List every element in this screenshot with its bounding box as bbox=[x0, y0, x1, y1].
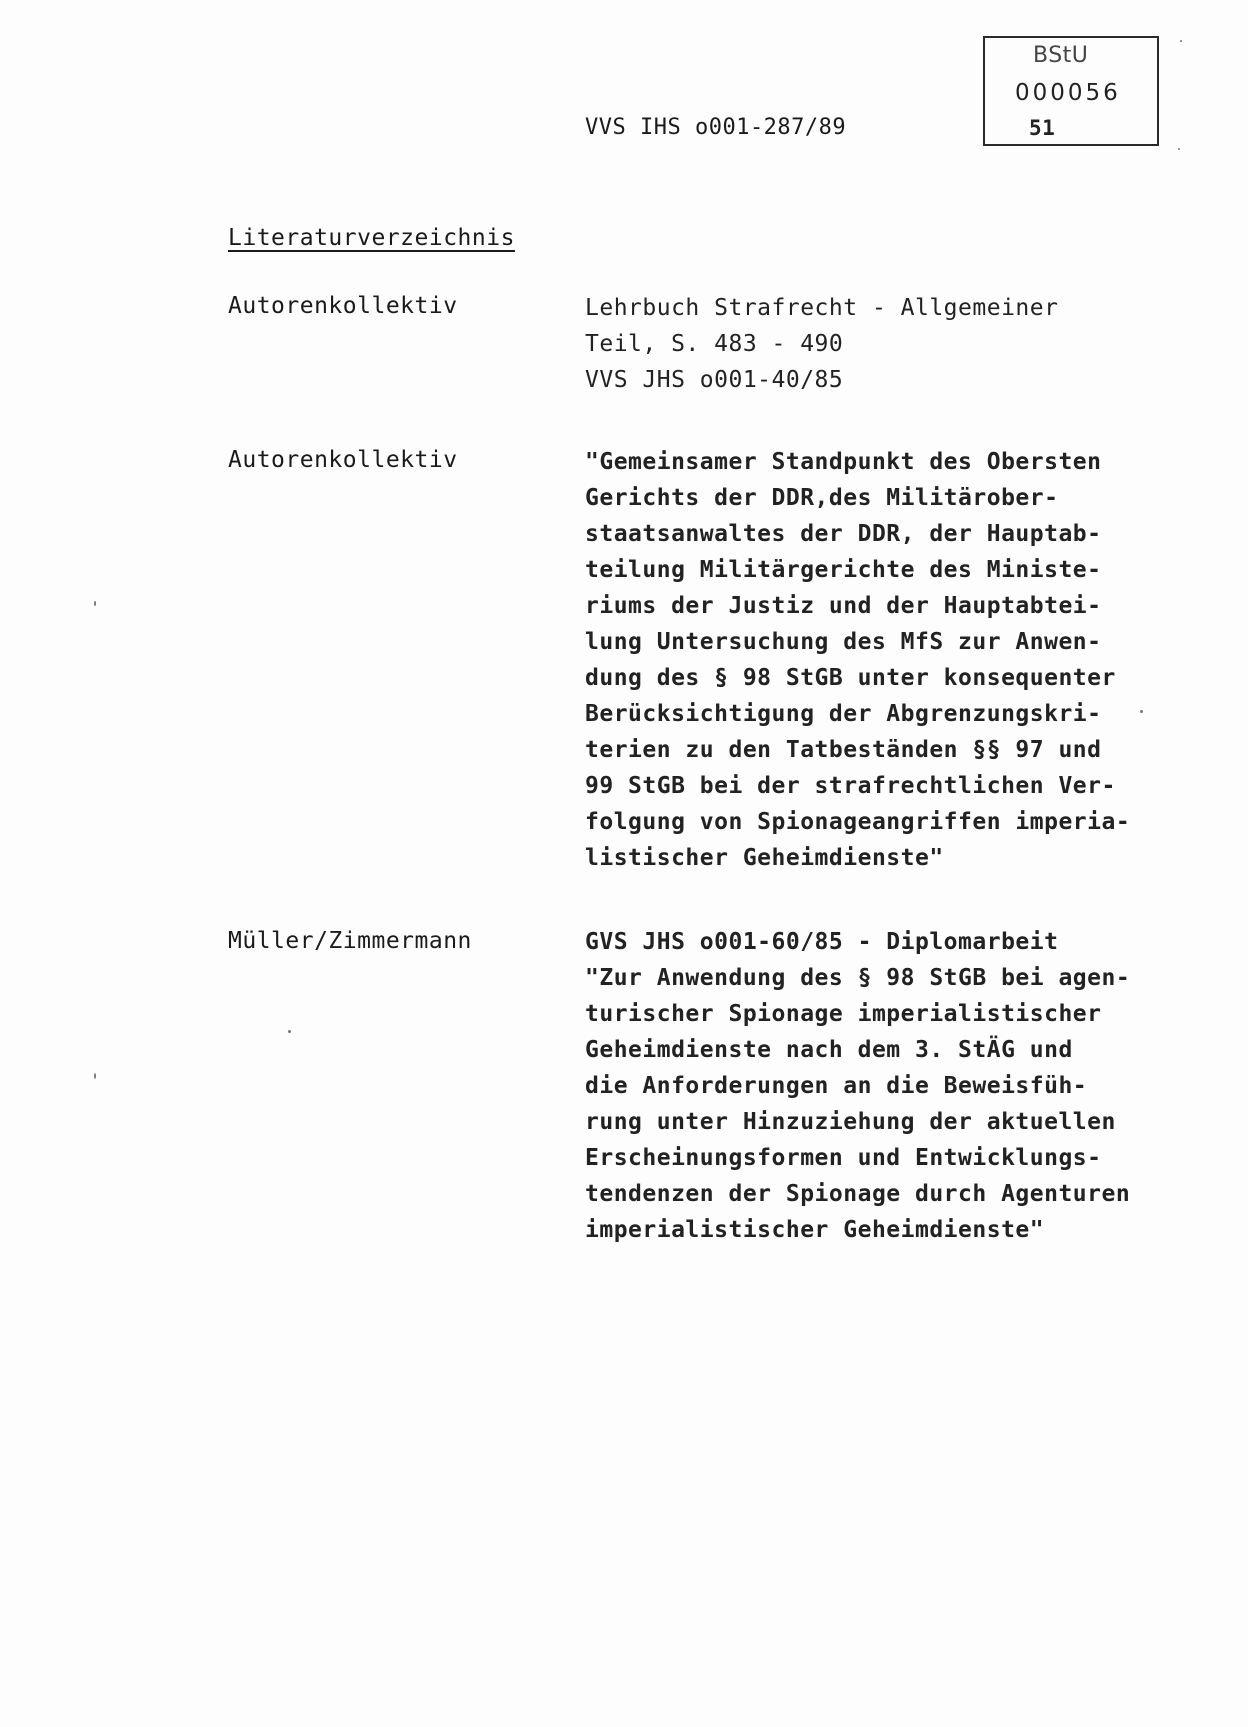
entry-author: Müller/Zimmermann bbox=[228, 928, 472, 954]
section-title: Literaturverzeichnis bbox=[228, 225, 515, 251]
entry-line: Teil, S. 483 - 490 bbox=[585, 331, 844, 357]
archive-stamp bbox=[983, 36, 1159, 146]
entry-line: GVS JHS o001-60/85 - Diplomarbeit bbox=[585, 929, 1059, 955]
entry-line: tendenzen der Spionage durch Agenturen bbox=[585, 1181, 1131, 1207]
scan-speck bbox=[288, 1030, 291, 1033]
entry-text bbox=[585, 924, 1185, 1248]
entry-line: VVS JHS o001-40/85 bbox=[585, 367, 844, 393]
scan-speck bbox=[1180, 40, 1182, 42]
page-number: 51 bbox=[1029, 116, 1056, 140]
entry-line: riums der Justiz und der Hauptabtei- bbox=[585, 593, 1102, 619]
entry-line: terien zu den Tatbeständen §§ 97 und bbox=[585, 737, 1102, 763]
entry-line: staatsanwaltes der DDR, der Hauptab- bbox=[585, 521, 1102, 547]
entry-line: Berücksichtigung der Abgrenzungskri- bbox=[585, 701, 1102, 727]
scan-speck bbox=[1178, 148, 1180, 150]
entry-line: "Zur Anwendung des § 98 StGB bei agen- bbox=[585, 965, 1131, 991]
entry-line: folgung von Spionageangriffen imperia- bbox=[585, 809, 1131, 835]
entry-line: "Gemeinsamer Standpunkt des Obersten bbox=[585, 449, 1102, 475]
entry-line: imperialistischer Geheimdienste" bbox=[585, 1217, 1045, 1243]
entry-author: Autorenkollektiv bbox=[228, 447, 458, 473]
entry-line: lung Untersuchung des MfS zur Anwen- bbox=[585, 629, 1102, 655]
entry-line: Gerichts der DDR,des Militärober- bbox=[585, 485, 1059, 511]
entry-line: dung des § 98 StGB unter konsequenter bbox=[585, 665, 1116, 691]
entry-line: turischer Spionage imperialistischer bbox=[585, 1001, 1102, 1027]
entry-line: listischer Geheimdienste" bbox=[585, 845, 944, 871]
scan-speck bbox=[94, 1073, 96, 1079]
entry-line: teilung Militärgerichte des Ministe- bbox=[585, 557, 1102, 583]
entry-line: die Anforderungen an die Beweisfüh- bbox=[585, 1073, 1088, 1099]
document-reference: VVS IHS o001-287/89 bbox=[585, 115, 847, 140]
entry-text bbox=[585, 444, 1185, 876]
entry-text bbox=[585, 290, 1185, 398]
entry-line: Erscheinungsformen und Entwicklungs- bbox=[585, 1145, 1102, 1171]
stamp-org: BStU bbox=[1033, 43, 1089, 68]
stamp-number: 000056 bbox=[1015, 80, 1121, 106]
entry-line: Geheimdienste nach dem 3. StÄG und bbox=[585, 1037, 1073, 1063]
entry-line: Lehrbuch Strafrecht - Allgemeiner bbox=[585, 295, 1059, 321]
scan-speck bbox=[1140, 710, 1143, 713]
entry-line: rung unter Hinzuziehung der aktuellen bbox=[585, 1109, 1116, 1135]
entry-line: 99 StGB bei der strafrechtlichen Ver- bbox=[585, 773, 1116, 799]
entry-author: Autorenkollektiv bbox=[228, 293, 458, 319]
scan-speck bbox=[94, 601, 96, 606]
